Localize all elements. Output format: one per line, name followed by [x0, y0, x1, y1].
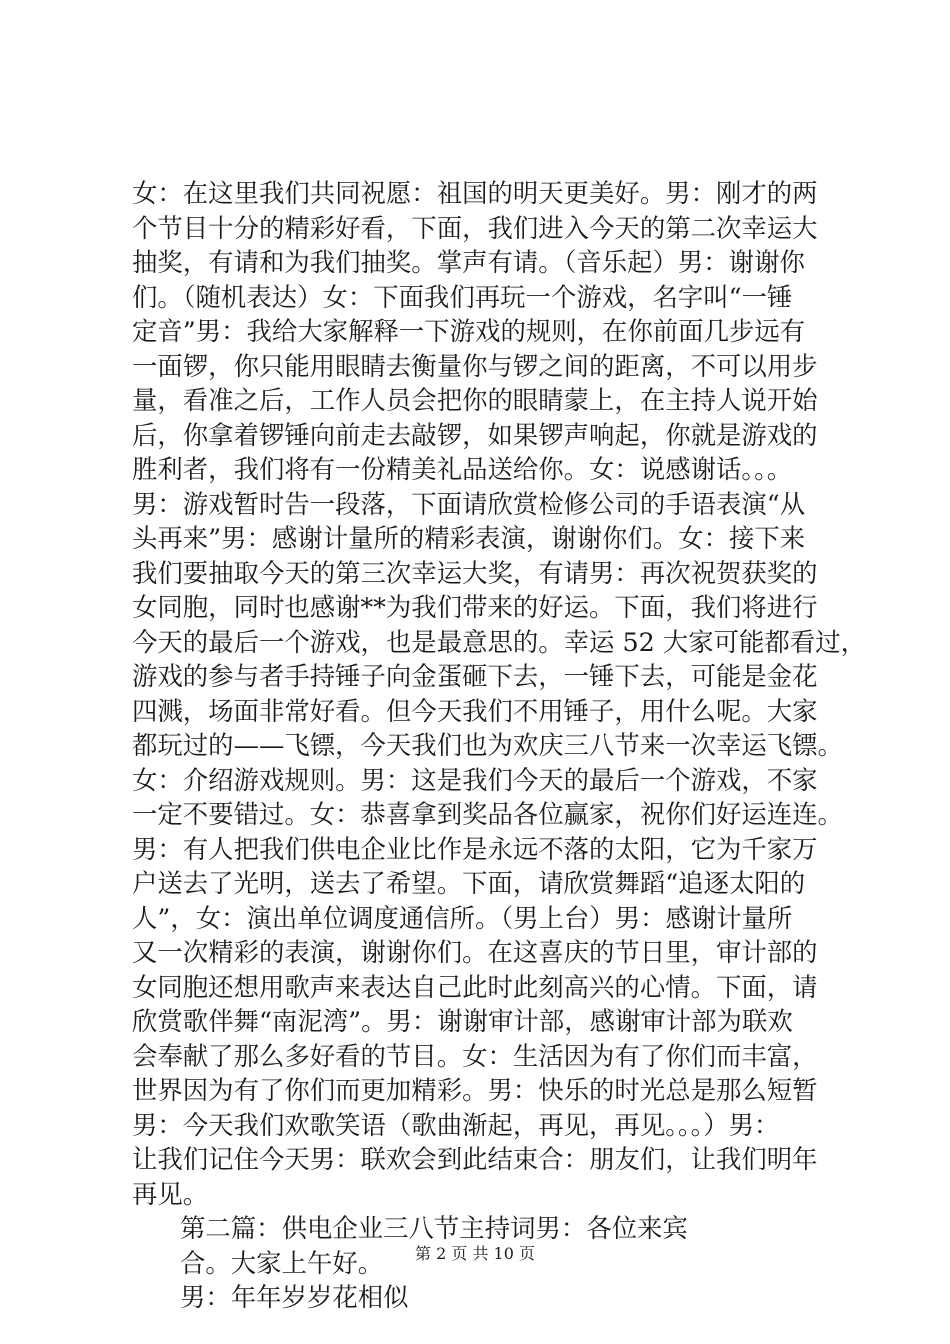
text-line: 户送去了光明，送去了希望。下面，请欣赏舞蹈“追逐太阳的 [132, 868, 806, 898]
page-number-footer: 第 2 页 共 10 页 [415, 1244, 535, 1263]
text-line: 女同胞，同时也感谢**为我们带来的好运。下面，我们将进行 [132, 592, 818, 622]
body-text [132, 176, 866, 1315]
text-line: 女：介绍游戏规则。男：这是我们今天的最后一个游戏，不家 [132, 764, 818, 795]
text-line: 男：有人把我们供电企业比作是永远不落的太阳，它为千家万 [132, 833, 818, 864]
text-line: 后，你拿着锣锤向前走去敲锣，如果锣声响起，你就是游戏的 [132, 419, 818, 450]
text-line: 头再来”男：感谢计量所的精彩表演，谢谢你们。女：接下来 [132, 523, 806, 553]
text-line: 女同胞还想用歌声来表达自己此时此刻高兴的心情。下面，请 [132, 971, 818, 1002]
text-line: 合。大家上午好。 [180, 1247, 384, 1278]
text-line: 男：游戏暂时告一段落，下面请欣赏检修公司的手语表演“从 [132, 488, 806, 519]
text-line: 会奉献了那么多好看的节目。女：生活因为有了你们而丰富， [132, 1040, 818, 1071]
text-line: 男：年年岁岁花相似 [180, 1282, 409, 1312]
text-line: 四溅，场面非常好看。但今天我们不用锤子，用什么呢。大家 [132, 695, 818, 726]
text-line: 游戏的参与者手持锤子向金蛋砸下去，一锤下去，可能是金花 [132, 661, 818, 691]
text-line: 女：在这里我们共同祝愿：祖国的明天更美好。男：刚才的两 [132, 178, 818, 208]
text-line: 人”，女：演出单位调度通信所。（男上台）男：感谢计量所 [132, 902, 793, 933]
text-line: 定音”男：我给大家解释一下游戏的规则，在你前面几步远有 [132, 316, 806, 346]
text-line: 让我们记住今天男：联欢会到此结束合：朋友们，让我们明年 [132, 1144, 818, 1174]
text-line: 男：今天我们欢歌笑语（歌曲渐起，再见，再见。。。）男： [132, 1109, 780, 1140]
text-line: 量，看准之后，工作人员会把你的眼睛蒙上，在主持人说开始 [132, 385, 818, 415]
text-line: 一面锣，你只能用眼睛去衡量你与锣之间的距离，不可以用步 [132, 350, 818, 381]
text-line: 欣赏歌伴舞“南泥湾”。男：谢谢审计部，感谢审计部为联欢 [132, 1006, 793, 1036]
text-line: 又一次精彩的表演，谢谢你们。在这喜庆的节日里，审计部的 [132, 937, 818, 967]
text-line: 胜利者，我们将有一份精美礼品送给你。女：说感谢话。。。 [132, 454, 793, 484]
text-line: 今天的最后一个游戏，也是最意思的。幸运 52 大家可能都看过， [132, 626, 866, 657]
text-line: 们。（随机表达）女：下面我们再玩一个游戏，名字叫“一锤 [132, 281, 793, 312]
text-line: 个节目十分的精彩好看，下面，我们进入今天的第二次幸运大 [132, 212, 818, 243]
text-line: 我们要抽取今天的第三次幸运大奖，有请男：再次祝贺获奖的 [132, 557, 818, 588]
text-line: 世界因为有了你们而更加精彩。男：快乐的时光总是那么短暂 [132, 1075, 818, 1105]
text-line: 都玩过的——飞镖，今天我们也为欢庆三八节来一次幸运飞镖。 [132, 730, 843, 760]
text-line: 再见。 [132, 1178, 209, 1209]
text-line: 一定不要错过。女：恭喜拿到奖品各位赢家，祝你们好运连连。 [132, 799, 843, 829]
text-line: 抽奖，有请和为我们抽奖。掌声有请。（音乐起）男：谢谢你 [132, 247, 805, 277]
section-heading: 第二篇：供电企业三八节主持词男：各位来宾 [180, 1213, 688, 1243]
